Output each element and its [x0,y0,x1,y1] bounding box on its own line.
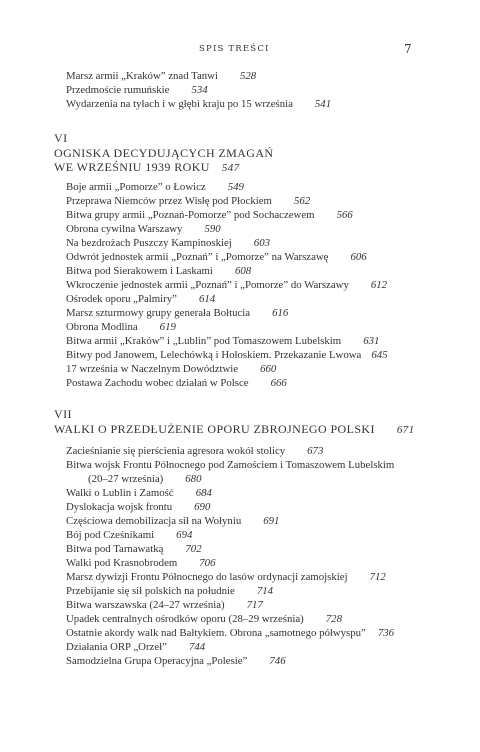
toc-entry-title: Bitwa pod Sierakowem i Laskami [66,265,213,277]
toc-entry [66,445,323,458]
toc-entry-page: 712 [369,571,386,583]
toc-entry-page: 631 [363,335,380,347]
toc-entry [66,459,394,472]
toc-entry-page: 614 [198,293,216,305]
toc-entry-title: 17 września w Naczelnym Dowództwie [66,363,239,375]
toc-entry-title: Odwrót jednostek armii „Poznań” i „Pomorze” na Warszawę [66,251,329,263]
toc-entry-title: Przeprawa Niemców przez Wisłę pod Płockiem [66,195,272,207]
toc-entry [66,557,215,570]
toc-entry-title: Boje armii „Pomorze” o Łowicz [66,181,206,193]
toc-entry-page: 603 [253,237,270,249]
toc-entry-title: Zacieśnianie się pierścienia agresora wokół stolicy [66,445,286,457]
toc-entry-page: 541 [314,98,332,110]
toc-entry-title: Upadek centralnych ośrodków oporu (28–29 września) [66,613,304,625]
toc-entry [66,363,276,376]
toc-entry-page: 717 [246,599,263,611]
toc-entry-title: Wkroczenie jednostek armii „Poznań” i „Pomorze” do Warszawy [66,279,349,291]
toc-entry [66,335,379,348]
toc-entry [66,293,215,306]
chapter-page: 671 [396,424,415,436]
toc-entry-title: (20–27 września) [88,473,164,485]
toc-entry-title: Bitwa wojsk Frontu Północnego pod Zamościem i Tomaszowem Lubelskim [66,459,395,471]
toc-entry-title: Bój pod Cześnikami [66,529,155,541]
toc-entry-page: 619 [159,321,176,333]
toc-entry-title: Obrona Modlina [66,321,138,333]
toc-entry [66,349,388,362]
toc-entry-title: Bitwa armii „Kraków” i „Lublin” pod Tomaszowem Lubelskim [66,335,342,347]
chapter-page: 547 [221,162,240,174]
toc-entry-page: 534 [191,84,208,96]
toc-entry-page: 714 [256,585,274,597]
toc-entry [66,237,270,250]
toc-entry [66,515,279,528]
toc-entry [66,209,353,222]
toc-entry [66,70,256,83]
toc-entry [66,501,210,514]
toc-entry-title: Walki pod Krasnobrodem [66,557,178,569]
toc-entry-page: 706 [199,557,216,569]
toc-entry-page: 590 [204,223,221,235]
toc-entry-title: Częściowa demobilizacja sił na Wołyniu [66,515,242,527]
toc-entry [66,543,202,556]
toc-entry [66,585,273,598]
toc-entry-page: 606 [350,251,367,263]
toc-entry-title: Wydarzenia na tyłach i w głębi kraju po 15 września [66,98,293,110]
toc-entry [66,84,208,97]
toc-entry [66,321,176,334]
toc-entry [66,279,387,292]
toc-entry-title: Marsz szturmowy grupy generała Bołtucia [66,307,251,319]
toc-entry-title: Bitwa grupy armii „Poznań-Pomorze” pod Sochaczewem [66,209,315,221]
toc-entry-page: 728 [325,613,342,625]
chapter-title-line2: WE WRZEŚNIU 1939 ROKU [54,160,210,174]
toc-entry-title: Samodzielna Grupa Operacyjna „Polesie” [66,655,248,667]
toc-entry-page: 562 [293,195,311,207]
toc-entry-title: Bitwa pod Tarnawatką [66,543,164,555]
toc-entry-title: Przebijanie się sił polskich na południe [66,585,235,597]
toc-entry-page: 684 [195,487,212,499]
toc-entry-title: Bitwy pod Janowem, Lelechówką i Hołoskiem. Przekazanie Lwowa [66,349,362,361]
toc-entry-page: 673 [307,445,324,457]
toc-entry-page: 566 [336,209,353,221]
toc-entry-page: 691 [263,515,280,527]
toc-entry-title: Przedmoście rumuńskie [66,84,170,96]
chapter-title [54,160,240,176]
toc-entry [66,195,310,208]
toc-entry-page: 616 [272,307,289,319]
toc-entry-page: 645 [371,349,388,361]
toc-entry-page: 744 [188,641,206,653]
toc-entry-title: Postawa Zachodu wobec działań w Polsce [66,377,249,389]
toc-entry [66,98,331,111]
toc-entry-page: 549 [227,181,244,193]
toc-entry-title: Marsz dywizji Frontu Północnego do lasów ordynacji zamojskiej [66,571,348,583]
toc-entry [66,265,251,278]
toc-entry [66,529,192,542]
toc-entry-title: Działania ORP „Orzeł” [66,641,167,653]
toc-entry-page: 666 [270,377,287,389]
toc-entry [66,655,286,668]
toc-entry [66,487,212,500]
toc-entry [66,251,367,264]
toc-entry [66,599,263,612]
toc-entry [66,223,221,236]
toc-entry [66,307,288,320]
toc-entry-page: 736 [377,627,395,639]
toc-entry-page: 690 [194,501,211,513]
chapter-number: VII [54,407,72,421]
toc-entry [88,473,201,486]
toc-entry-page: 660 [260,363,277,375]
chapter-title [54,422,415,438]
toc-entry-title: Ostatnie akordy walk nad Bałtykiem. Obrona „samotnego półwyspu” [66,627,366,639]
toc-entry [66,571,386,584]
toc-entry-page: 608 [234,265,252,277]
toc-entry-title: Dyslokacja wojsk frontu [66,501,173,513]
chapter-title: OGNISKA DECYDUJĄCYCH ZMAGAŃ [54,146,274,160]
toc-entry [66,613,342,626]
toc-entry-title: Marsz armii „Kraków” znad Tanwi [66,70,218,82]
toc-entry [66,377,287,390]
toc-entry [66,627,394,640]
toc-entry-page: 528 [239,70,257,82]
toc-entry-page: 694 [176,529,193,541]
toc-entry-title: Bitwa warszawska (24–27 września) [66,599,225,611]
toc-entry-title: Na bezdrożach Puszczy Kampinoskiej [66,237,232,249]
toc-entry [66,181,244,194]
toc-entry-title: Obrona cywilna Warszawy [66,223,183,235]
running-head: SPIS TREŚCI [199,44,270,54]
toc-entry-page: 746 [269,655,286,667]
chapter-number: VI [54,131,68,145]
toc-entry-page: 612 [370,279,388,291]
toc-entry-title: Ośrodek oporu „Palmiry” [66,293,177,305]
toc-entry [66,641,205,654]
toc-entry-page: 680 [185,473,202,485]
toc-entry-title: Walki o Lublin i Zamość [66,487,174,499]
chapter-title-line1: WALKI O PRZEDŁUŻENIE OPORU ZBROJNEGO POLSKI [54,422,375,436]
toc-entry-page: 702 [185,543,202,555]
page-number: 7 [404,42,412,56]
